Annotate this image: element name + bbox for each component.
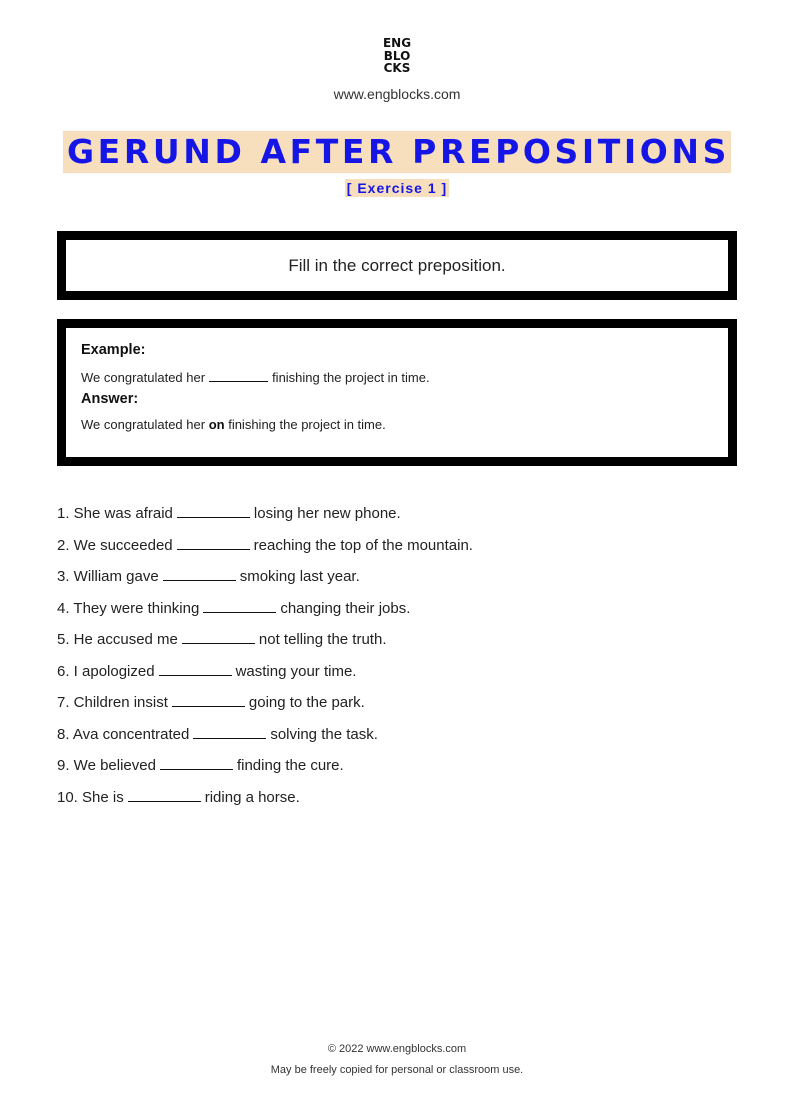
answer-blank[interactable] bbox=[177, 535, 250, 550]
answer-label: Answer: bbox=[81, 391, 139, 407]
answer-blank[interactable] bbox=[160, 755, 233, 770]
logo-line: ENG bbox=[382, 36, 412, 50]
question-before: 2. We succeeded bbox=[57, 536, 173, 554]
instructions-box bbox=[57, 231, 737, 300]
footer-copyright: © 2022 www.engblocks.com bbox=[327, 1043, 467, 1055]
question-item bbox=[57, 755, 737, 787]
engblocks-logo bbox=[0, 37, 794, 75]
answer-sentence bbox=[81, 417, 728, 434]
instructions-text: Fill in the correct preposition. bbox=[288, 255, 506, 275]
example-sentence bbox=[81, 369, 728, 386]
example-after: finishing the project in time. bbox=[272, 370, 430, 385]
logo-line: CKS bbox=[383, 61, 411, 75]
example-blank bbox=[209, 369, 268, 382]
answer-blank[interactable] bbox=[128, 787, 201, 802]
question-after: finding the cure. bbox=[236, 757, 344, 774]
question-item bbox=[57, 598, 737, 630]
logo-line: BLO bbox=[383, 48, 411, 63]
question-after: smoking last year. bbox=[239, 568, 360, 585]
question-before: 1. She was afraid bbox=[57, 505, 173, 522]
question-item bbox=[57, 503, 737, 535]
question-after: solving the task. bbox=[270, 725, 378, 743]
answer-word: on bbox=[208, 417, 225, 432]
question-item bbox=[57, 692, 737, 724]
answer-blank[interactable] bbox=[159, 661, 232, 676]
question-after: going to the park. bbox=[248, 694, 365, 711]
footer-license: May be freely copied for personal or classroom use. bbox=[270, 1064, 524, 1076]
question-before: 4. They were thinking bbox=[57, 599, 200, 617]
question-after: riding a horse. bbox=[204, 788, 300, 806]
question-item bbox=[57, 661, 737, 693]
question-item bbox=[57, 535, 737, 567]
answer-blank[interactable] bbox=[182, 629, 255, 644]
question-before: 5. He accused me bbox=[57, 631, 178, 648]
answer-blank[interactable] bbox=[172, 692, 245, 707]
example-box bbox=[57, 319, 737, 466]
question-after: losing her new phone. bbox=[253, 505, 401, 522]
question-item bbox=[57, 629, 737, 661]
answer-blank[interactable] bbox=[177, 503, 250, 518]
question-before: 3. William gave bbox=[57, 568, 159, 585]
question-item bbox=[57, 566, 737, 598]
question-before: 8. Ava concentrated bbox=[57, 725, 190, 743]
answer-before: We congratulated her bbox=[81, 417, 206, 432]
site-url: www.engblocks.com bbox=[333, 86, 461, 102]
question-before: 6. I apologized bbox=[57, 662, 155, 680]
question-list bbox=[57, 503, 737, 818]
answer-blank[interactable] bbox=[163, 566, 236, 581]
question-item bbox=[57, 724, 737, 756]
title-wrap bbox=[0, 131, 794, 173]
question-item bbox=[57, 787, 737, 819]
answer-blank[interactable] bbox=[193, 724, 266, 739]
answer-blank[interactable] bbox=[203, 598, 276, 613]
question-after: not telling the truth. bbox=[258, 631, 387, 648]
question-before: 7. Children insist bbox=[57, 694, 168, 711]
question-after: wasting your time. bbox=[235, 662, 357, 680]
question-before: 9. We believed bbox=[57, 757, 156, 774]
page-title: GERUND AFTER PREPOSITIONS bbox=[63, 131, 731, 173]
question-after: reaching the top of the mountain. bbox=[253, 536, 473, 554]
example-before: We congratulated her bbox=[81, 370, 206, 385]
subtitle-wrap bbox=[0, 179, 794, 198]
example-label: Example: bbox=[81, 342, 146, 358]
answer-after: finishing the project in time. bbox=[228, 417, 386, 432]
exercise-subtitle: [ Exercise 1 ] bbox=[346, 180, 448, 196]
question-before: 10. She is bbox=[57, 788, 124, 806]
question-after: changing their jobs. bbox=[280, 599, 411, 617]
